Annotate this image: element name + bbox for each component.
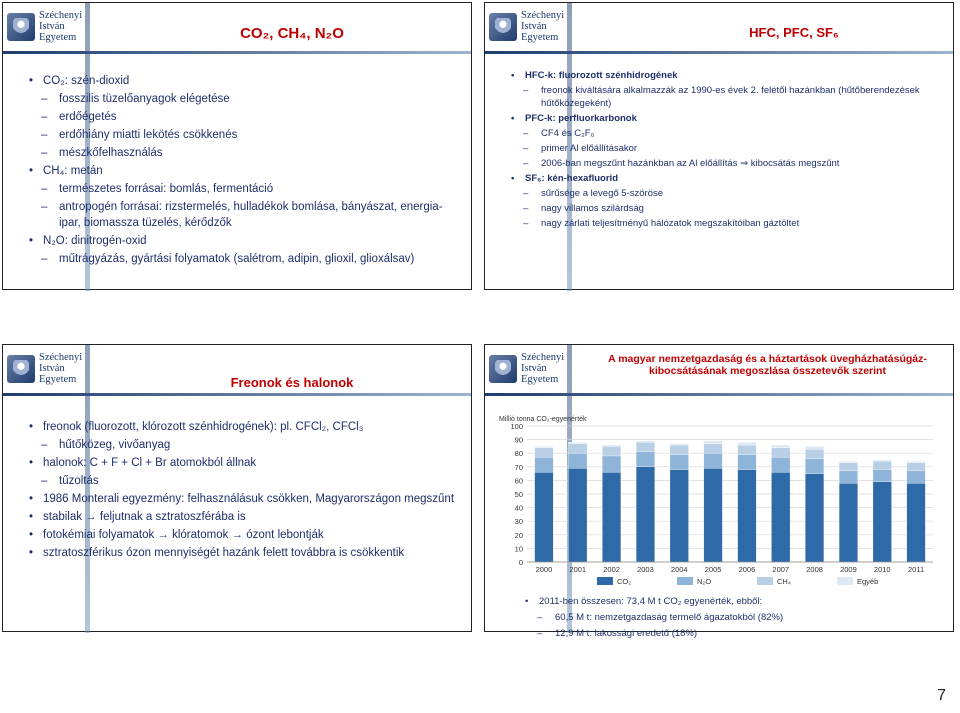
sub-bullet-item: – 12,9 M t: lakossági eredetű (18%) <box>525 627 939 641</box>
y-tick-label: 80 <box>514 449 523 459</box>
slide-body <box>29 417 457 563</box>
bar-segment <box>771 472 790 562</box>
bar-segment <box>907 461 926 462</box>
x-tick-label: 2003 <box>637 565 654 574</box>
bar-segment <box>704 444 723 454</box>
logo-line1: Széchenyi <box>521 10 565 21</box>
university-emblem-icon <box>489 13 517 41</box>
y-tick-label: 50 <box>514 490 523 499</box>
bar-segment <box>771 448 790 458</box>
legend-swatch <box>677 577 693 585</box>
y-tick-label: 70 <box>514 462 523 472</box>
legend-label: Egyéb <box>857 577 879 586</box>
bullet-item: • 2011-ben összesen: 73,4 M t CO₂ egyenérték, ebből: <box>525 595 939 609</box>
y-tick-label: 10 <box>514 544 523 554</box>
logo-line1: Széchenyi <box>39 10 83 21</box>
bullet-item: • halonok: C + F + Cl + Br atomokból állnak <box>29 455 457 471</box>
bar-segment <box>771 457 790 472</box>
sub-bullet-item: – primer Al előállításakor <box>511 142 939 155</box>
bar-segment <box>535 448 554 458</box>
header-divider <box>3 51 471 54</box>
logo-line3: Egyetem <box>39 32 77 43</box>
x-tick-label: 2001 <box>569 565 587 574</box>
x-tick-label: 2005 <box>704 565 722 574</box>
chart-title: Millió tonna CO₂-egyenérték <box>499 416 587 423</box>
bar-segment <box>839 471 858 483</box>
bar-segment <box>805 459 824 474</box>
bullet-item: • sztratoszférikus ózon mennyiségét hazánk felett továbbra is csökkentik <box>29 545 457 561</box>
bar-segment <box>636 467 655 562</box>
bullet-item: • CO₂: szén-dioxid <box>29 73 457 89</box>
bar-segment <box>873 470 892 482</box>
bar-segment <box>568 442 587 443</box>
sub-bullet-item: – mészkőfelhasználás <box>29 145 457 161</box>
slide-title: HFC, PFC, SF₆ <box>749 25 839 40</box>
bar-segment <box>602 472 621 562</box>
logo-line2: István <box>521 21 547 32</box>
legend-label: CO₂ <box>617 577 632 586</box>
bar-segment <box>839 483 858 562</box>
logo-line2: István <box>521 363 547 374</box>
bar-segment <box>873 461 892 469</box>
bar-segment <box>873 460 892 461</box>
bar-segment <box>602 446 621 456</box>
slide-title: A magyar nemzetgazdaság és a háztartások üvegházhatásúgáz-kibocsátásának megoszlása összetevők szerint <box>608 353 927 377</box>
university-logo <box>7 349 97 389</box>
bar-segment <box>839 461 858 462</box>
x-tick-label: 2006 <box>738 565 756 574</box>
university-logo <box>7 7 97 47</box>
bar-segment <box>738 470 757 562</box>
bullet-item: • SF₆: kén-hexafluorid <box>511 172 939 185</box>
logo-text <box>521 10 564 43</box>
legend-label: CH₄ <box>777 577 791 586</box>
university-emblem-icon <box>7 13 35 41</box>
y-tick-label: 40 <box>514 503 523 513</box>
sub-bullet-item: – műtrágyázás, gyártási folyamatok (salétrom, adipin, glioxil, glioxálsav) <box>29 251 457 267</box>
emissions-chart <box>497 412 941 590</box>
bar-segment <box>636 441 655 442</box>
sub-bullet-item: – 60,5 M t: nemzetgazdaság termelő ágazatokból (82%) <box>525 611 939 625</box>
x-tick-label: 2011 <box>908 565 925 574</box>
y-tick-label: 0 <box>518 558 523 567</box>
bar-segment <box>636 452 655 467</box>
bullet-item: • N₂O: dinitrogén-oxid <box>29 233 457 249</box>
logo-line3: Egyetem <box>521 32 559 43</box>
x-tick-label: 2010 <box>873 565 891 574</box>
bar-segment <box>602 445 621 446</box>
sub-bullet-item: – 2006-ban megszűnt hazánkban az Al előállítás ⇒ kibocsátás megszűnt <box>511 157 939 170</box>
bar-segment <box>670 470 689 562</box>
bar-segment <box>568 468 587 562</box>
logo-text <box>39 10 82 43</box>
bullet-item: • fotokémiai folyamatok → klóratomok → ózont lebontják <box>29 527 457 543</box>
header-divider <box>3 393 471 396</box>
y-tick-label: 30 <box>514 517 523 527</box>
x-tick-label: 2009 <box>840 565 857 574</box>
sub-bullet-item: – tűzoltás <box>29 473 457 489</box>
slide-body <box>525 593 939 643</box>
sub-bullet-item: – freonok kiváltására alkalmazzák az 1990-es évek 2. felétől hazánkban (hűtőberendezések hűtőközegeként) <box>511 84 939 110</box>
bar-segment <box>602 456 621 472</box>
bar-segment <box>907 483 926 562</box>
logo-text <box>521 352 564 385</box>
bullet-item: • CH₄: metán <box>29 163 457 179</box>
university-emblem-icon <box>489 355 517 383</box>
legend-label: N₂O <box>697 577 712 586</box>
bar-segment <box>535 446 554 447</box>
bar-segment <box>535 472 554 562</box>
sub-bullet-item: – antropogén forrásai: rizstermelés, hulladékok bomlása, bányászat, energia-ipar, biomassza tüzelés, kérődzők <box>29 199 457 231</box>
bar-segment <box>704 468 723 562</box>
bar-segment <box>907 471 926 483</box>
header-divider <box>485 51 953 54</box>
logo-line3: Egyetem <box>521 374 559 385</box>
bullet-item: • stabilak → feljutnak a sztratoszférába is <box>29 509 457 525</box>
sub-bullet-item: – erdőhiány miatti lekötés csökkenés <box>29 127 457 143</box>
bullet-item: • PFC-k: perfluorkarbonok <box>511 112 939 125</box>
bar-segment <box>805 449 824 459</box>
university-emblem-icon <box>7 355 35 383</box>
bar-segment <box>738 442 757 445</box>
university-logo <box>489 7 579 47</box>
bar-segment <box>535 457 554 472</box>
bullet-item: • HFC-k: fluorozott szénhidrogének <box>511 69 939 82</box>
slide-body <box>29 71 457 269</box>
bar-segment <box>805 474 824 562</box>
bar-segment <box>670 444 689 445</box>
logo-line2: István <box>39 21 65 32</box>
bar-segment <box>738 445 757 455</box>
bar-segment <box>568 453 587 468</box>
sub-bullet-item: – természetes forrásai: bomlás, fermentáció <box>29 181 457 197</box>
bar-segment <box>873 482 892 562</box>
y-tick-label: 90 <box>514 435 523 445</box>
y-tick-label: 20 <box>514 530 523 540</box>
slide-title: Freonok és halonok <box>230 375 354 390</box>
bar-segment <box>568 444 587 454</box>
slide-hfc-pfc-sf6 <box>484 2 954 290</box>
bar-segment <box>771 445 790 448</box>
x-tick-label: 2008 <box>806 565 823 574</box>
bar-segment <box>907 463 926 471</box>
x-tick-label: 2007 <box>772 565 790 574</box>
slide-freonok-halonok <box>2 344 472 632</box>
sub-bullet-item: – nagy zárlati teljesítményű hálózatok megszakítóiban gáztöltet <box>511 217 939 230</box>
page-number: 7 <box>937 687 946 704</box>
university-logo <box>489 349 579 389</box>
legend-swatch <box>597 577 613 585</box>
bar-segment <box>738 455 757 470</box>
bar-segment <box>670 455 689 470</box>
bar-segment <box>704 453 723 468</box>
bullet-item: • 1986 Monterali egyezmény: felhasználásuk csökken, Magyarországon megszűnt <box>29 491 457 507</box>
logo-line1: Széchenyi <box>521 352 565 363</box>
y-tick-label: 60 <box>514 476 523 486</box>
sub-bullet-item: – nagy villamos szilárdság <box>511 202 939 215</box>
bar-segment <box>704 441 723 444</box>
sub-bullet-item: – erdőégetés <box>29 109 457 125</box>
logo-line2: István <box>39 363 65 374</box>
x-tick-label: 2000 <box>535 565 553 574</box>
bar-segment <box>805 446 824 449</box>
bar-segment <box>670 445 689 455</box>
sub-bullet-item: – hűtőközeg, vivőanyag <box>29 437 457 453</box>
logo-line1: Széchenyi <box>39 352 83 363</box>
sub-bullet-item: – sűrűsége a levegő 5-szöröse <box>511 187 939 200</box>
logo-line3: Egyetem <box>39 374 77 385</box>
slide-co2-ch4-n2o <box>2 2 472 290</box>
logo-text <box>39 352 82 385</box>
slide-title: CO₂, CH₄, N₂O <box>240 25 344 42</box>
header-divider <box>485 393 953 396</box>
bar-segment <box>839 463 858 471</box>
slide-body <box>511 67 939 232</box>
sub-bullet-item: – fosszilis tüzelőanyagok elégetése <box>29 91 457 107</box>
slide-ghg-distribution <box>484 344 954 639</box>
bullet-item: • freonok (fluorozott, klórozott szénhidrogének): pl. CFCl₂, CFCl₃ <box>29 419 457 435</box>
x-tick-label: 2002 <box>603 565 620 574</box>
x-tick-label: 2004 <box>670 565 688 574</box>
sub-bullet-item: – CF4 és C₂F₆ <box>511 127 939 140</box>
bar-segment <box>636 442 655 452</box>
y-tick-label: 100 <box>510 422 523 431</box>
legend-swatch <box>757 577 773 585</box>
legend-swatch <box>837 577 853 585</box>
